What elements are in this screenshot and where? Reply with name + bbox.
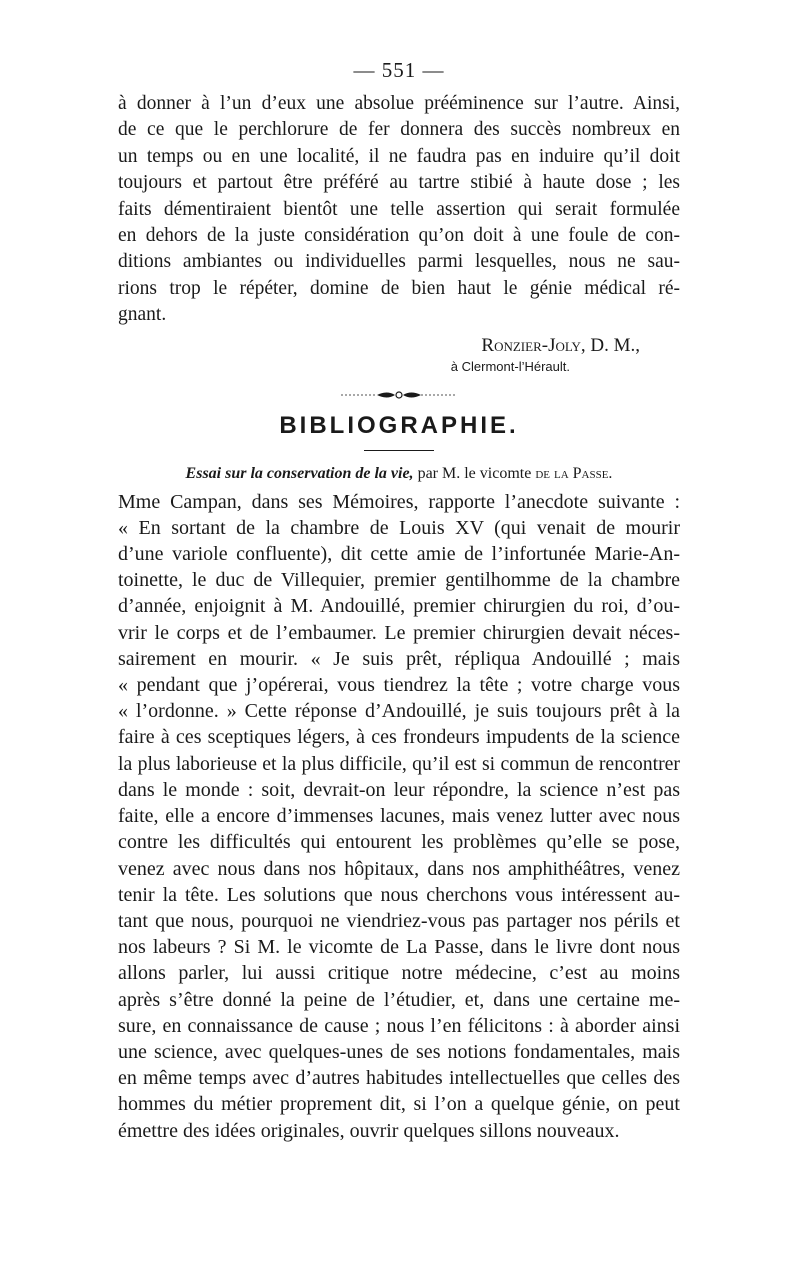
text-line: rions trop le répéter, domine de bien haut le génie médical ré- <box>118 277 680 299</box>
page-number: — 551 — <box>353 58 445 82</box>
text-line: en dehors de la juste considération qu’on doit à une foule de con- <box>118 225 680 247</box>
text-line: toinette, le duc de Villequier, premier gentilhomme de la chambre <box>118 569 680 592</box>
text-line: faire à ces sceptiques légers, à ces frondeurs impudents de la science <box>118 726 680 749</box>
text-line: Mme Campan, dans ses Mémoires, rapporte l’anecdote suivante : <box>118 490 680 513</box>
text-line: à donner à l’un d’eux une absolue prééminence sur l’autre. Ainsi, <box>118 93 680 114</box>
text-line: vrir le corps et de l’embaumer. Le premier chirurgien devait néces- <box>118 621 680 644</box>
text-line: « pendant que j’opérerai, vous tiendrez la tête ; votre charge vous <box>118 674 680 697</box>
author-title: , D. M., <box>580 334 640 356</box>
text-line: d’une variole confluente), dit cette amie de l’infortunée Marie-An- <box>118 543 680 566</box>
text-line: toujours et partout être préféré au tartre stibié à haute dose ; les <box>118 172 680 194</box>
text-line: sure, en connaissance de cause ; nous l’en félicitons : à aborder ainsi <box>118 1014 680 1037</box>
text-line: contre les difficultés qui entourent les problèmes qu’elle se pose, <box>118 831 680 854</box>
text-line: dans le monde : soit, devrait-on leur répondre, la science n’est pas <box>118 778 680 801</box>
text-line: « l’ordonne. » Cette réponse d’Andouillé, je suis toujours prêt à la <box>118 700 680 723</box>
text-line: venez avec nous dans nos hôpitaux, dans nos amphithéâtres, venez <box>118 857 680 880</box>
text-line: émettre des idées originales, ouvrir quelques sillons nouveaux. <box>118 1119 620 1142</box>
author-name: Ronzier-Joly <box>481 334 581 356</box>
text-line: « En sortant de la chambre de Louis XV (qui venait de mourir <box>118 516 680 539</box>
text-line: tenir la tête. Les solutions que nous cherchons vous intéressent au- <box>118 883 680 906</box>
work-title: Essai sur la conservation de la vie, <box>185 464 414 482</box>
text-line: gnant. <box>118 304 167 326</box>
text-line: après s’être donné la peine de l’étudier, et, dans une certaine me- <box>118 988 680 1011</box>
work-author: de la Passe. <box>535 464 613 482</box>
text-line: un temps ou en une localité, il ne faudra pas en induire qu’il doit <box>118 145 680 167</box>
text-line: en même temps avec d’autres habitudes intellectuelles que celles des <box>118 1067 680 1090</box>
section-title: BIBLIOGRAPHIE. <box>279 411 519 439</box>
title-rule <box>364 450 434 451</box>
work-citation <box>118 465 680 483</box>
text-line: allons parler, lui aussi critique notre médecine, c’est au moins <box>118 962 680 985</box>
text-line: de ce que le perchlorure de fer donnera des succès nombreux en <box>118 119 680 141</box>
work-by: par M. le vicomte <box>413 464 536 482</box>
text-line: sairement en mourir. « Je suis prêt, répliqua Andouillé ; mais <box>118 647 680 670</box>
text-line: nos labeurs ? Si M. le vicomte de La Passe, dans le livre dont nous <box>118 936 680 959</box>
intro-paragraph <box>118 91 680 329</box>
ornament-divider <box>339 388 459 402</box>
text-line: hommes du métier proprement dit, si l’on a quelque génie, on peut <box>118 1093 680 1116</box>
text-line: faite, elle a encore d’immenses lacunes, mais venez lutter avec nous <box>118 805 680 828</box>
author-place: à Clermont-l’Hérault. <box>450 358 570 374</box>
text-line: une science, avec quelques-unes de ses notions fondamentales, mais <box>118 1040 680 1063</box>
document-page <box>118 58 680 1144</box>
text-line: la plus laborieuse et la plus difficile, qu’il est si commun de rencontrer <box>118 752 680 775</box>
text-line: tant que nous, pourquoi ne viendriez-vous pas partager nos périls et <box>118 909 680 932</box>
review-paragraph <box>118 489 680 1144</box>
author-signature <box>118 335 680 357</box>
text-line: ditions ambiantes ou individuelles parmi lesquelles, nous ne sau- <box>118 251 680 273</box>
text-line: faits démentiraient bientôt une telle assertion qui serait formulée <box>118 198 680 220</box>
text-line: d’année, enjoignit à M. Andouillé, premier chirurgien du roi, d’ou- <box>118 595 680 618</box>
